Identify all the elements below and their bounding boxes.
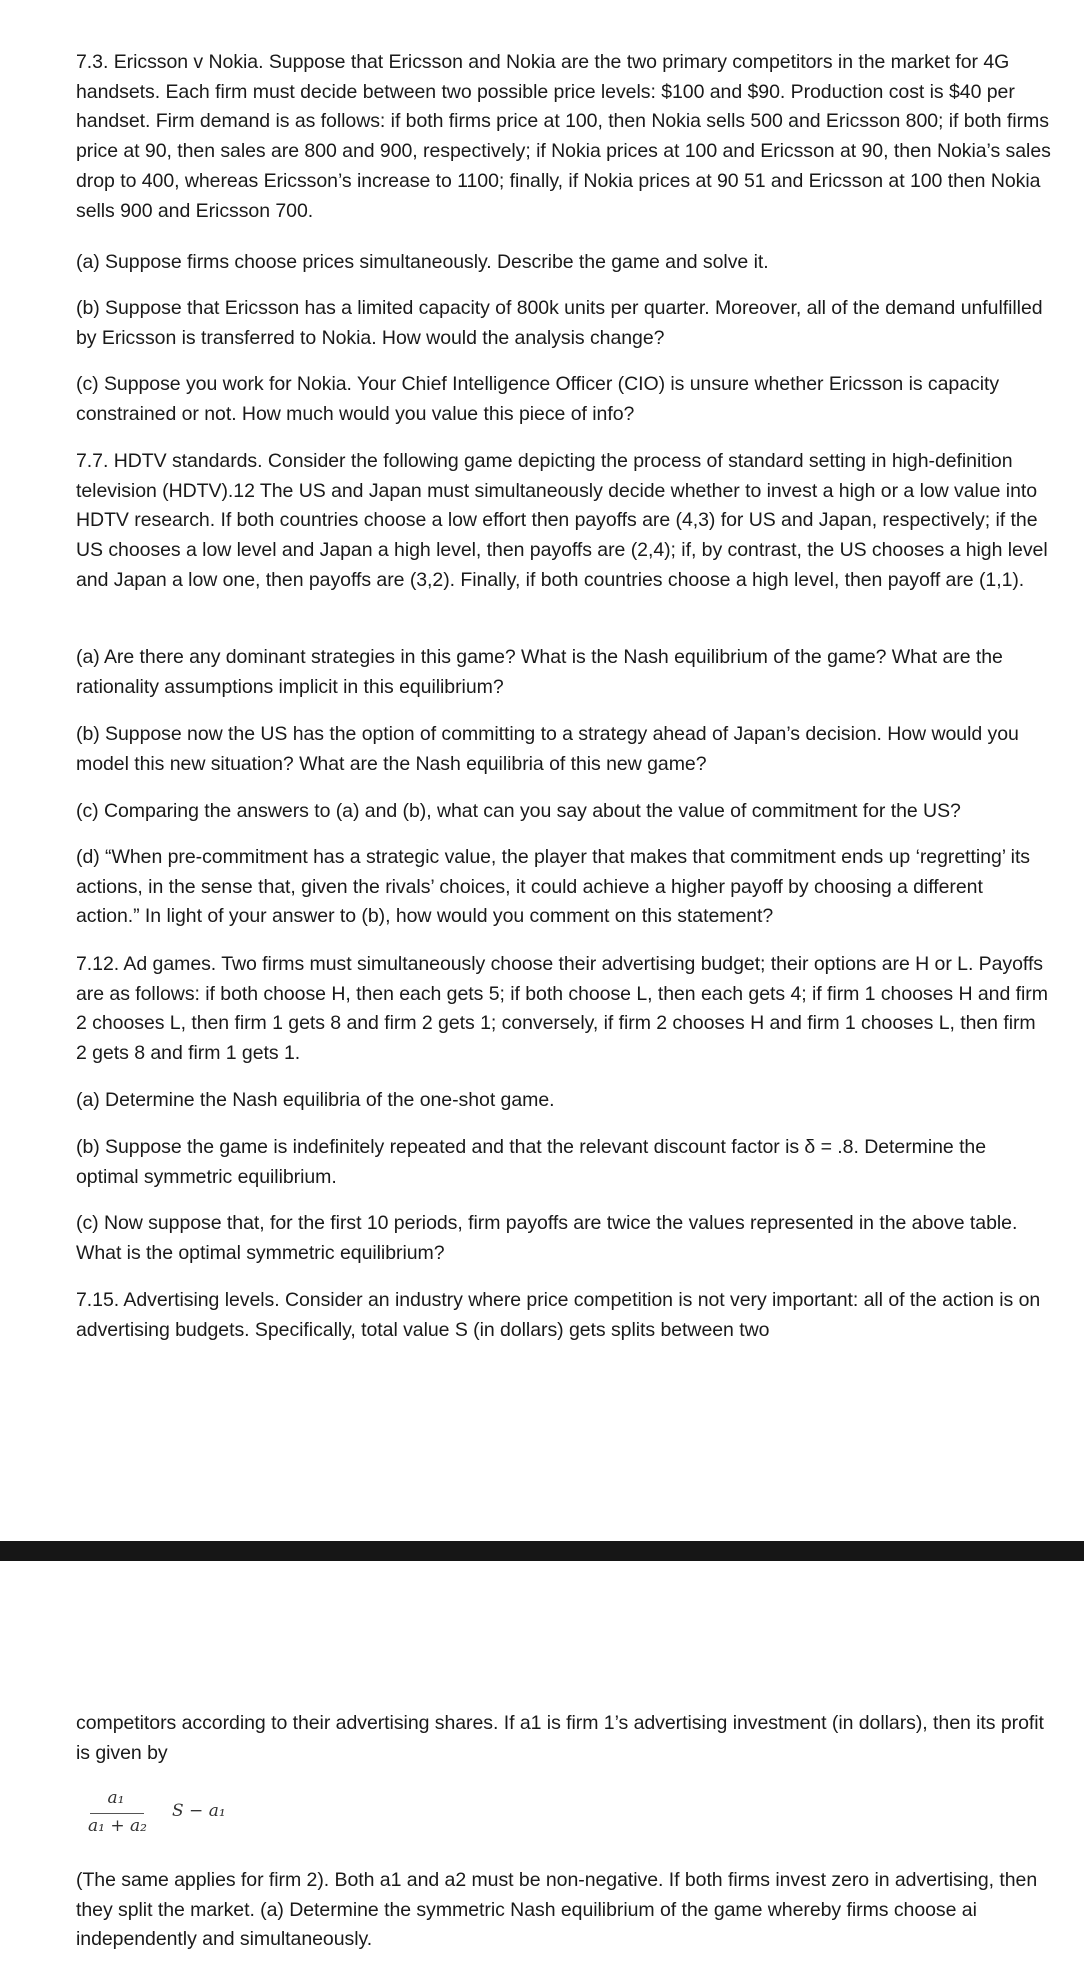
fraction-bar	[90, 1813, 144, 1814]
problem-7-15-part-a: (The same applies for firm 2). Both a1 and a2 must be non-negative. If both firms invest zero in advertising, then they split the market. (a) Determine the symmetric Nash equilibrium of the game whereby firms choose ai independently and simultaneously.	[76, 1869, 1038, 1951]
problem-7-12-part-c: (c) Now suppose that, for the first 10 periods, firm payoffs are twice the values represented in the above table. What is the optimal symmetric equilibrium?	[76, 1212, 1018, 1264]
problem-7-7-statement: 7.7. HDTV standards. Consider the following game depicting the process of standard setting in high-definition television (HDTV).12 The US and Japan must simultaneously decide whether to invest a high or a low value into HDTV research. If both countries choose a low effort then payoffs are (4,3) for US and Japan, respectively; if the US chooses a low level and Japan a high level, then payoffs are (2,4); if, by contrast, the US chooses a high level and Japan a low one, then payoffs are (3,2). Finally, if both countries choose a high level, then payoff are (1,1).	[76, 450, 1048, 591]
formula-remainder: S − a₁	[172, 1801, 226, 1821]
problem-7-7-part-c: (c) Comparing the answers to (a) and (b), what can you say about the value of commitment for the US?	[76, 800, 961, 822]
problem-7-15-continued: competitors according to their advertising shares. If a1 is firm 1’s advertising investment (in dollars), then its profit is given by	[76, 1712, 1044, 1764]
problem-7-3-part-a: (a) Suppose firms choose prices simultaneously. Describe the game and solve it.	[76, 251, 769, 273]
problem-7-3-statement: 7.3. Ericsson v Nokia. Suppose that Ericsson and Nokia are the two primary competitors in the market for 4G handsets. Each firm must decide between two possible price levels: $100 and $90. Production cost is $40 per handset. Firm demand is as follows: if both firms price at 100, then Nokia sells 500 and Ericsson 800; if both firms price at 90, then sales are 800 and 900, respectively; if Nokia prices at 100 and Ericsson at 90, then Nokia’s sales drop to 400, whereas Ericsson’s increase to 1100; finally, if Nokia prices at 90 51 and Ericsson at 100 then Nokia sells 900 and Ericsson 700.	[76, 51, 1051, 222]
problem-7-3-part-c: (c) Suppose you work for Nokia. Your Chief Intelligence Officer (CIO) is unsure whether Ericsson is capacity constrained or not. How much would you value this piece of info?	[76, 373, 1000, 425]
fraction-denominator: a₁ + a₂	[88, 1816, 147, 1836]
problem-7-7-part-a: (a) Are there any dominant strategies in this game? What is the Nash equilibrium of the game? What are the rationality assumptions implicit in this equilibrium?	[76, 646, 1003, 698]
problem-7-7-part-b: (b) Suppose now the US has the option of committing to a strategy ahead of Japan’s decision. How would you model this new situation? What are the Nash equilibria of this new game?	[76, 723, 1019, 775]
fraction-numerator: a₁	[107, 1788, 125, 1808]
profit-formula	[88, 1788, 328, 1844]
problem-7-7-part-d: (d) “When pre-commitment has a strategic value, the player that makes that commitment ends up ‘regretting’ its actions, in the sense that, given the rivals’ choices, it could achieve a higher payoff by choosing a different action.” In light of your answer to (b), how would you comment on this statement?	[76, 846, 1031, 928]
share-fraction	[88, 1788, 147, 1844]
page-divider	[0, 1541, 1084, 1561]
problem-7-12-part-a: (a) Determine the Nash equilibria of the one-shot game.	[76, 1089, 555, 1111]
problem-7-12-statement: 7.12. Ad games. Two firms must simultaneously choose their advertising budget; their options are H or L. Payoffs are as follows: if both choose H, then each gets 5; if both choose L, then each gets 4; if firm 1 chooses H and firm 2 chooses L, then firm 1 gets 8 and firm 2 gets 1; conversely, if firm 2 chooses H and firm 1 chooses L, then firm 2 gets 8 and firm 1 gets 1.	[76, 953, 1048, 1065]
problem-7-3-part-b: (b) Suppose that Ericsson has a limited capacity of 800k units per quarter. Moreover, all of the demand unfulfilled by Ericsson is transferred to Nokia. How would the analysis change?	[76, 297, 1043, 349]
problem-7-12-part-b: (b) Suppose the game is indefinitely repeated and that the relevant discount factor is δ = .8. Determine the optimal symmetric equilibrium.	[76, 1136, 987, 1188]
problem-7-15-statement: 7.15. Advertising levels. Consider an industry where price competition is not very important: all of the action is on advertising budgets. Specifically, total value S (in dollars) gets splits between two	[76, 1289, 1041, 1341]
